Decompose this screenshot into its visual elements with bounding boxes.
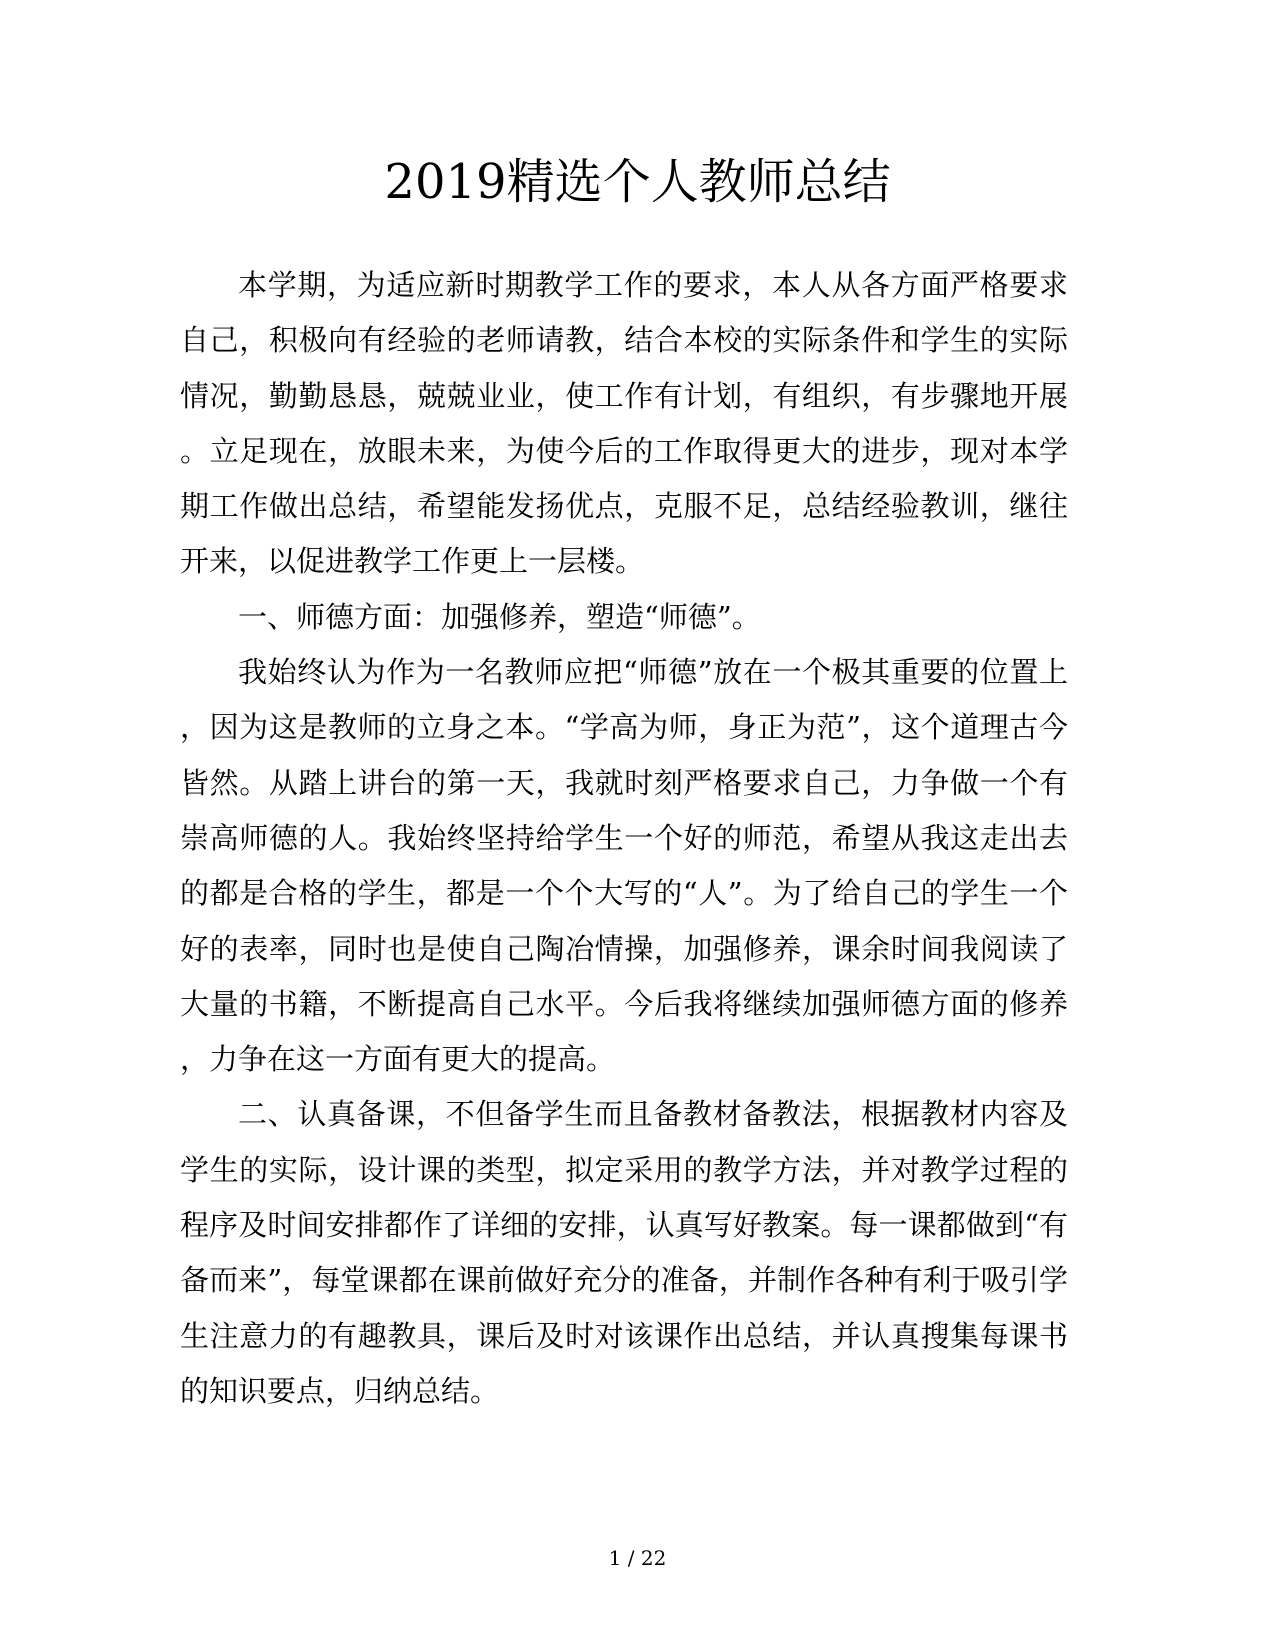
paragraph-ethics: 我始终认为作为一名教师应把“师德”放在一个极其重要的位置上，因为这是教师的立身之本。“学高为师，身正为范”，这个道理古今皆然。从踏上讲台的第一天，我就时刻严格要求自己，力争做一个有崇高师德的人。我始终坚持给学生一个好的师范，希望从我这走出去的都是合格的学生，都是一个个大写的“人”。为了给自己的学生一个好的表率，同时也是使自己陶冶情操，加强修养，课余时间我阅读了大量的书籍，不断提高自己水平。今后我将继续加强师德方面的修养，力争在这一方面有更大的提高。 [180, 655, 1068, 1077]
document-title: 2019精选个人教师总结 [384, 154, 891, 210]
page-number: 1 / 22 [608, 1546, 667, 1570]
document-body [180, 258, 1068, 1419]
paragraph-intro: 本学期，为适应新时期教学工作的要求，本人从各方面严格要求自己，积极向有经验的老师请教，结合本校的实际条件和学生的实际情况，勤勤恳恳，兢兢业业，使工作有计划，有组织，有步骤地开展。立足现在，放眼未来，为使今后的工作取得更大的进步，现对本学期工作做出总结，希望能发扬优点，克服不足，总结经验教训，继往开来，以促进教学工作更上一层楼。 [180, 268, 1068, 579]
section-heading-ethics: 一、师德方面：加强修养，塑造“师德”。 [238, 599, 761, 634]
paragraph-lesson-prep: 二、认真备课，不但备学生而且备教材备教法，根据教材内容及学生的实际，设计课的类型，拟定采用的教学方法，并对教学过程的程序及时间安排都作了详细的安排，认真写好教案。每一课都做到“有备而来”，每堂课都在课前做好充分的准备，并制作各种有利于吸引学生注意力的有趣教具，课后及时对该课作出总结，并认真搜集每课书的知识要点，归纳总结。 [180, 1097, 1068, 1408]
